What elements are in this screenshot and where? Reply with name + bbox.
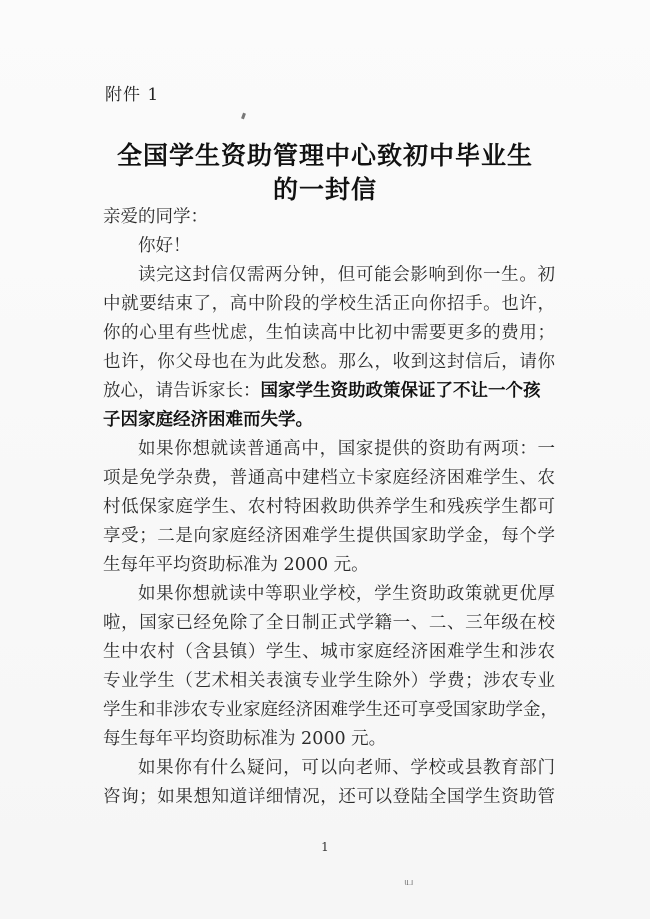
emphasis-text: 国家学生资助政策保证了不让一个孩: [260, 381, 541, 401]
p1-line: [103, 377, 555, 406]
emphasis-text: 子因家庭经济困难而失学。: [103, 410, 313, 430]
paragraph-4: [103, 754, 555, 812]
title-line-2: 的一封信: [272, 175, 377, 204]
salutation: 亲爱的同学：: [103, 207, 208, 227]
p3-line: 啦，国家已经免除了全日制正式学籍一、二、三年级在校: [103, 613, 555, 633]
p1-line: 你的心里有些忧虑，生怕读高中比初中需要更多的费用；: [103, 323, 555, 343]
annex-label: 附件 1: [105, 85, 160, 105]
p3-line: 专业学生（艺术相关表演专业学生除外）学费；涉农专业: [103, 671, 555, 691]
p1-line: 也许，你父母也在为此发愁。那么，收到这封信后，请你: [103, 352, 555, 372]
greeting: 你好！: [138, 236, 191, 256]
title-line-1: 全国学生资助管理中心致初中毕业生: [116, 141, 533, 170]
paragraph-1: [103, 261, 555, 435]
footer-mark: ய: [404, 875, 414, 888]
p1-line-start: 放心，请告诉家长：: [103, 381, 261, 401]
paragraph-2: [103, 435, 555, 580]
paragraph-3: [103, 580, 558, 754]
p3-line: 如果你想就读中等职业学校，学生资助政策就更优厚: [138, 584, 555, 604]
p4-line: 如果你有什么疑问，可以向老师、学校或县教育部门: [138, 758, 555, 778]
p1-line: 中就要结束了，高中阶段的学校生活正向你招手。也许，: [103, 294, 555, 314]
p2-line: 村低保家庭学生、农村特困救助供养学生和残疾学生都可: [103, 497, 555, 517]
p4-line: 咨询；如果想知道详细情况，还可以登陆全国学生资助管: [103, 787, 555, 807]
letter-body: [103, 203, 558, 812]
p2-line: 享受；二是向家庭经济困难学生提供国家助学金，每个学: [103, 526, 555, 546]
stray-mark: [241, 113, 246, 120]
p3-line: 每生每年平均资助标准为 2000 元。: [103, 729, 387, 749]
p2-line: 生每年平均资助标准为 2000 元。: [103, 555, 369, 575]
p3-line: 生中农村（含县镇）学生、城市家庭经济困难学生和涉农: [103, 642, 555, 662]
p1-line: 读完这封信仅需两分钟，但可能会影响到你一生。初: [138, 265, 555, 285]
p2-line: 项是免学杂费，普通高中建档立卡家庭经济困难学生、农: [103, 468, 555, 488]
p2-line: 如果你想就读普通高中，国家提供的资助有两项：一: [138, 439, 555, 459]
p3-line: 学生和非涉农专业家庭经济困难学生还可享受国家助学金，: [103, 700, 558, 720]
page-number: 1: [321, 840, 329, 854]
